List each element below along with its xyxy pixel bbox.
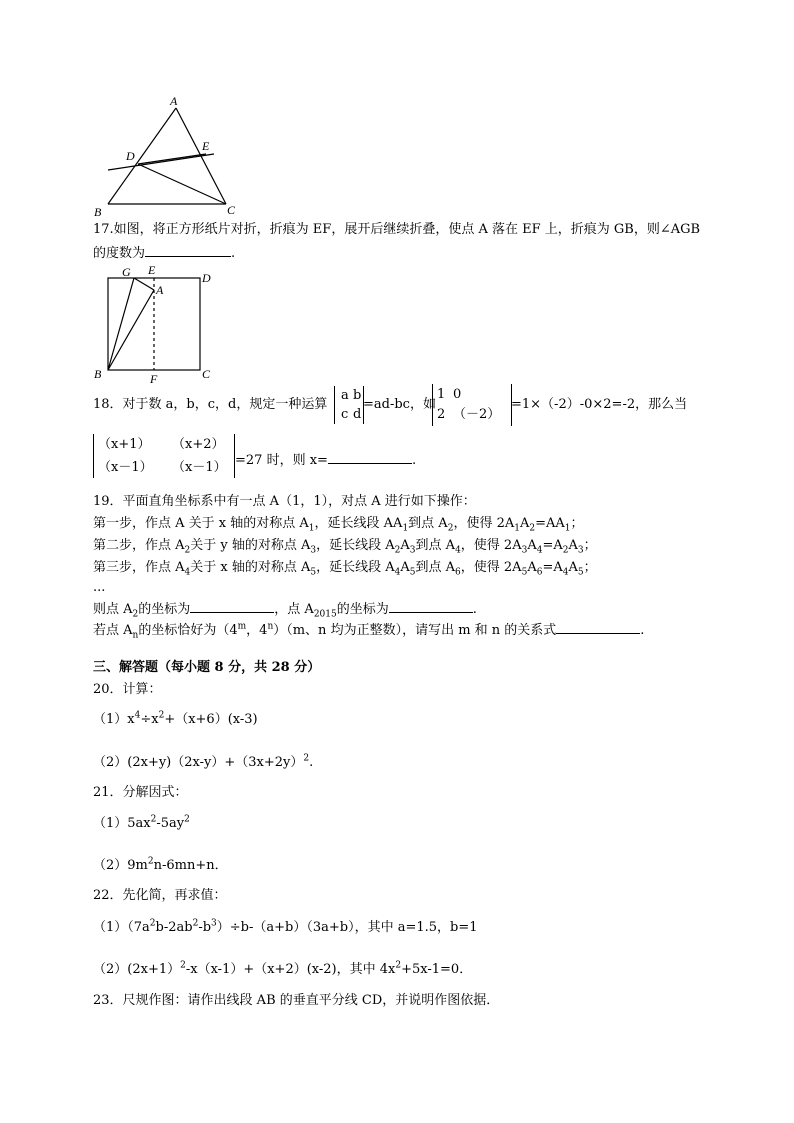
label-c: C xyxy=(227,203,236,217)
q18-mid: =ad-bc，如 xyxy=(363,397,436,412)
m-21: （x－1） xyxy=(98,460,153,475)
ex-m2: （－2） xyxy=(453,407,501,422)
label-f2: F xyxy=(150,372,158,386)
q21-part1: $(1)5ax^2-5ay^2$ xyxy=(93,814,190,831)
label-b2: B xyxy=(94,367,102,381)
m-12: （x+2） xyxy=(172,437,225,452)
det-b: b xyxy=(353,388,362,403)
label-a2: A xyxy=(156,283,164,297)
label-d2: D xyxy=(202,271,211,285)
triangle-figure xyxy=(90,92,250,220)
q17-end: . xyxy=(231,246,236,261)
q20-part2: $(2)(2x+y)(2x-y)+(3x+2y)^2$. xyxy=(93,753,314,770)
q18-determinant-def xyxy=(334,386,364,424)
m-11: （x+1） xyxy=(98,437,151,452)
q23-text: 23．尺规作图：请作出线段 AB 的垂直平分线 CD，并说明作图依据． xyxy=(93,993,500,1008)
square-fold-figure xyxy=(90,262,220,388)
ex-2: 2 xyxy=(437,407,446,422)
label-g: G xyxy=(122,265,131,279)
q19-line1: 19．平面直角坐标系中有一点 A（1，1），对点 A 进行如下操作： xyxy=(93,494,476,509)
q18-answer-blank[interactable] xyxy=(328,451,412,464)
q19-ask1: 则点 $A_2$的坐标为 ，点 $A_{2015}$的坐标为 . xyxy=(93,602,477,620)
ex-0: 0 xyxy=(453,387,462,402)
section3-title: 三、解答题（每小题 8 分，共 28 分） xyxy=(93,660,321,675)
ex-1: 1 xyxy=(437,387,446,402)
label-a: A xyxy=(170,94,178,108)
q18-tail-line xyxy=(235,451,416,469)
q20-part1: $(1)x^4\div x^2+(x+6)(x-3)$ xyxy=(93,710,258,727)
q19-dots: ... xyxy=(93,580,106,595)
det-c: c xyxy=(341,407,349,422)
label-b: B xyxy=(94,205,102,219)
q18-determinant-question xyxy=(93,434,235,478)
q19-step1: 第一步，作点 A 关于 x 轴的对称点 $A_1$，延长线段 $AA_1$到点 $A_2$，使得 $2A_1A_2=AA_1$； xyxy=(93,516,584,534)
det-d: d xyxy=(353,407,362,422)
q22-part1: $(1)(7a^2b-2ab^2-b^3)\div b-(a+b)(3a+b)$，其中 a=1.5，b=1 xyxy=(93,918,478,935)
q19-relation-blank[interactable] xyxy=(556,621,640,634)
q19-step2: 第二步，作点 $A_2$关于 y 轴的对称点 $A_3$，延长线段 $A_2A_3$到点 $A_4$，使得 $2A_3A_4=A_2A_3$； xyxy=(93,538,597,556)
q19-step3: 第三步，作点 $A_4$关于 x 轴的对称点 $A_5$，延长线段 $A_4A_5$到点 $A_6$，使得 $2A_5A_6=A_4A_5$； xyxy=(93,560,597,578)
q21-title: 21．分解因式： xyxy=(93,785,188,800)
q17-line2 xyxy=(93,244,235,262)
label-d: D xyxy=(126,149,135,163)
label-e: E xyxy=(202,139,210,153)
q19-a2-blank[interactable] xyxy=(190,600,274,613)
det-a: a xyxy=(341,388,349,403)
q19-a2015-blank[interactable] xyxy=(389,600,473,613)
q21-part2: $(2)9m^2n-6mn+n$． xyxy=(93,856,228,873)
q22-part2: （2）(2x+1）$^2$-x（x-1）+（x+2）(x-2)，其中 $4x^2+5x-1=0$． xyxy=(93,960,473,977)
q19-ask2: 若点 $A_n$的坐标恰好为（4$^m$，4$^n$）（m、n 均为正整数），请写出 m 和 n 的关系式 . xyxy=(93,621,645,641)
q18-tail: =27 时，则 x= xyxy=(235,453,328,468)
q17-line1: 17.如图，将正方形纸片对折，折痕为 EF，展开后继续折叠，使点 A 落在 EF 上，折痕为 GB，则∠AGB xyxy=(93,222,701,237)
q20-title: 20．计算： xyxy=(93,682,162,697)
q18-prefix: 18．对于数 a，b，c，d，规定一种运算 xyxy=(93,397,328,412)
m-22: （x－1） xyxy=(172,460,227,475)
q18-end: . xyxy=(411,453,417,468)
q17-text2: 的度数为 xyxy=(93,246,146,261)
q18-suffix: =1×（-2）-0×2=-2，那么当 xyxy=(511,397,688,412)
q17-answer-blank[interactable] xyxy=(145,244,231,257)
q18-determinant-example xyxy=(432,384,512,426)
label-e2: E xyxy=(148,263,156,277)
label-c2: C xyxy=(202,367,211,381)
q22-title: 22．先化简，再求值： xyxy=(93,888,227,903)
